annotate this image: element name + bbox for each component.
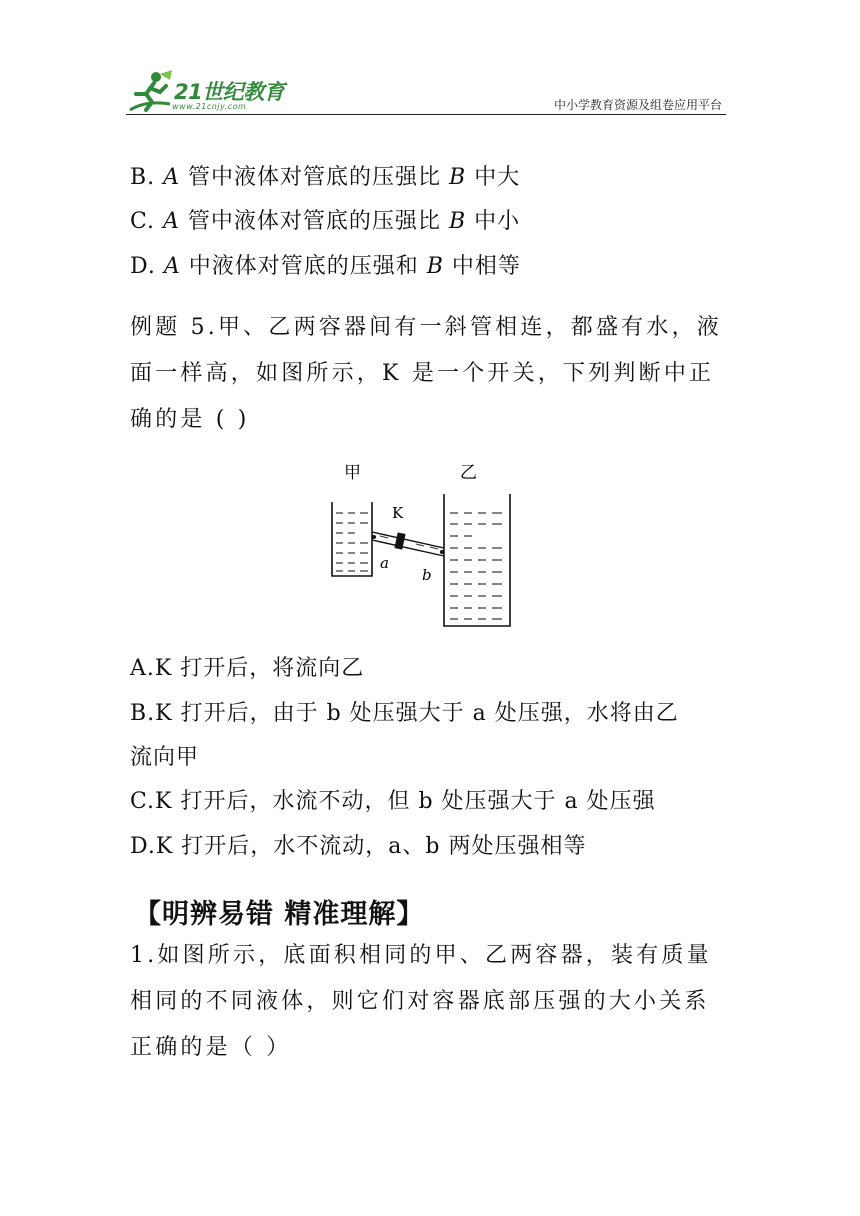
question-line: 正确的是（ ）	[130, 1035, 292, 1060]
option-b-cont: 流向甲	[130, 745, 200, 770]
question-line: 确的是 ( )	[130, 407, 250, 432]
question-line: 例题 5.甲、乙两容器间有一斜管相连，都盛有水，液	[130, 315, 722, 340]
label-switch-k: K	[392, 504, 404, 522]
container-diagram	[326, 456, 522, 632]
question-line: 1.如图所示，底面积相同的甲、乙两容器，装有质量	[130, 943, 712, 968]
option-c-prev: C. A 管中液体对管底的压强比 B 中小	[130, 209, 521, 234]
runner-logo-icon	[126, 70, 176, 114]
header-divider	[126, 114, 726, 115]
option-d-prev: D. A 中液体对管底的压强和 B 中相等	[130, 254, 521, 279]
question-line: 面一样高，如图所示，K 是一个开关，下列判断中正	[130, 361, 715, 386]
question-1	[130, 933, 730, 1071]
example5-question	[130, 305, 730, 443]
label-yi: 乙	[460, 463, 477, 483]
logo	[126, 70, 296, 118]
site-caption: 中小学教育资源及组卷应用平台	[553, 98, 722, 112]
option-a: A.K 打开后，将流向乙	[130, 656, 365, 681]
page-header	[126, 70, 726, 120]
label-b: b	[422, 566, 432, 584]
option-d: D.K 打开后，水不流动，a、b 两处压强相等	[130, 834, 587, 859]
option-c: C.K 打开后，水流不动，但 b 处压强大于 a 处压强	[130, 789, 656, 814]
option-b: B.K 打开后，由于 b 处压强大于 a 处压强，水将由乙	[130, 701, 679, 726]
section-heading: 【明辨易错 精准理解】	[134, 899, 425, 930]
label-a: a	[380, 554, 389, 572]
logo-text: 21世纪教育	[174, 80, 285, 104]
label-jia: 甲	[344, 463, 361, 483]
logo-url: www.21cnjy.com	[172, 102, 247, 111]
option-b-prev: B. A 管中液体对管底的压强比 B 中大	[130, 165, 521, 190]
question-line: 相同的不同液体，则它们对容器底部压强的大小关系	[130, 989, 710, 1014]
